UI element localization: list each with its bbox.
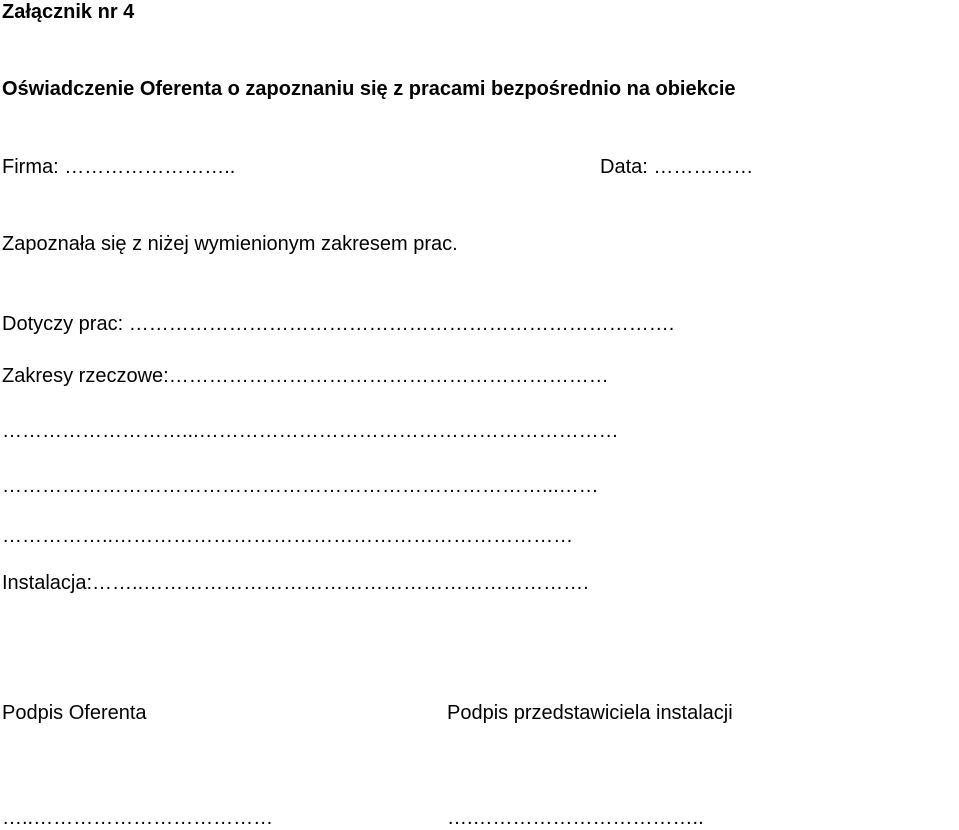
dotyczy-prac-field: Dotyczy prac: ………………………………………………………………………. <box>2 313 675 335</box>
data-field: Data: …………… <box>600 156 754 178</box>
signature-left-label: Podpis Oferenta <box>2 702 147 724</box>
signature-left-dots: …..……………………………… <box>2 807 274 829</box>
document-heading: Oświadczenie Oferenta o zapoznaniu się z pracami bezpośrednio na obiekcie <box>2 78 736 100</box>
dotted-line-2: ………………………………………………………………………...…… <box>2 475 599 497</box>
zakresy-rzeczowe-field: Zakresy rzeczowe:………………………………………………………… <box>2 365 609 387</box>
dotted-line-1: ………………………...……………………………………………………… <box>2 420 619 442</box>
signature-right-label: Podpis przedstawiciela instalacji <box>447 702 733 724</box>
dotted-line-3: ……………..…………………………………………………………… <box>2 525 574 547</box>
signature-right-dots: ….…………………………….. <box>447 807 704 829</box>
statement-text: Zapoznała się z niżej wymienionym zakresem prac. <box>2 233 458 255</box>
firma-field: Firma: …………………….. <box>2 156 236 178</box>
instalacja-field: Instalacja:……..…………………………………………………………. <box>2 572 589 594</box>
attachment-title: Załącznik nr 4 <box>2 1 135 23</box>
